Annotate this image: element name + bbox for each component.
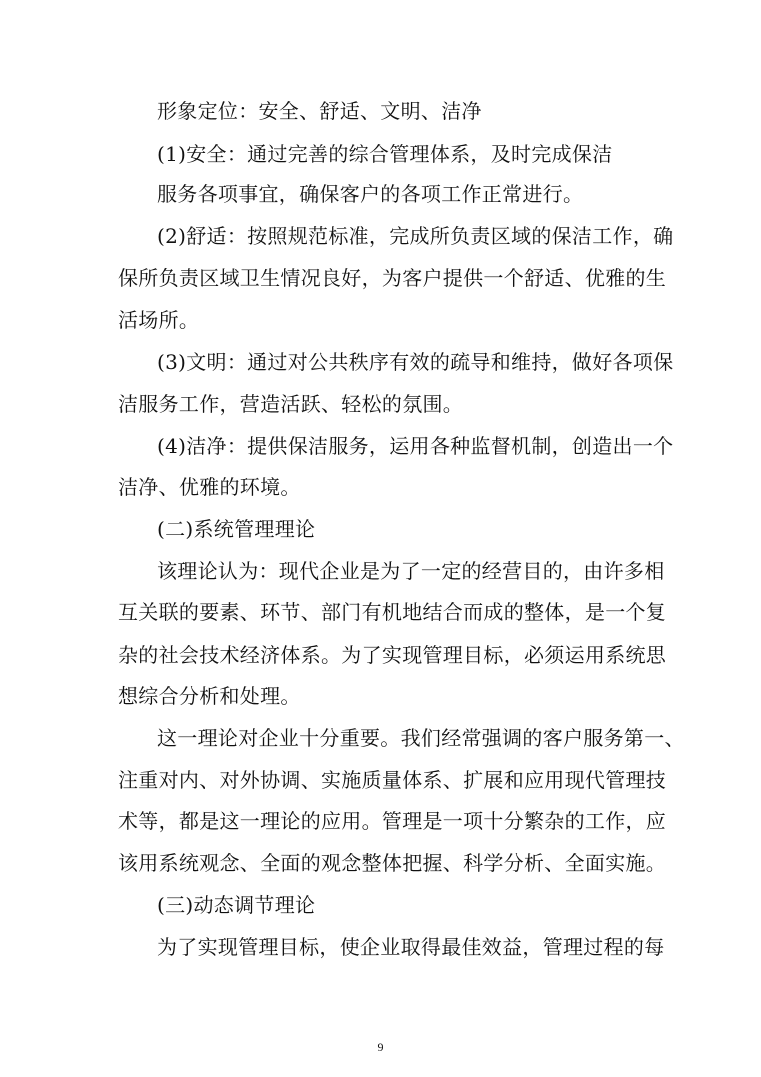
text-line: 形象定位：安全、舒适、文明、洁净 bbox=[157, 99, 482, 123]
text-line: (3)文明：通过对公共秩序有效的疏导和维持，做好各项保 bbox=[157, 350, 674, 374]
text-line: (4)洁净：提供保洁服务，运用各种监督机制，创造出一个 bbox=[157, 434, 674, 458]
page-number: 9 bbox=[377, 1040, 384, 1054]
text-line: 互关联的要素、环节、部门有机地结合而成的整体，是一个复 bbox=[118, 600, 667, 624]
text-line: 杂的社会技术经济体系。为了实现管理目标，必须运用系统思 bbox=[118, 643, 667, 667]
text-line: (1)安全：通过完善的综合管理体系，及时完成保洁 bbox=[157, 142, 613, 166]
text-line: 这一理论对企业十分重要。我们经常强调的客户服务第一、 bbox=[157, 726, 685, 750]
text-line: 保所负责区域卫生情况良好，为客户提供一个舒适、优雅的生 bbox=[118, 266, 667, 290]
text-line: 洁服务工作，营造活跃、轻松的氛围。 bbox=[118, 392, 464, 416]
text-line: 该用系统观念、全面的观念整体把握、科学分析、全面实施。 bbox=[118, 851, 667, 875]
text-line: 为了实现管理目标，使企业取得最佳效益，管理过程的每 bbox=[157, 935, 665, 959]
text-line: 该理论认为：现代企业是为了一定的经营目的，由许多相 bbox=[157, 559, 665, 583]
text-line: 想综合分析和处理。 bbox=[118, 684, 301, 708]
section-heading: (三)动态调节理论 bbox=[157, 893, 316, 917]
text-line: 服务各项事宜，确保客户的各项工作正常进行。 bbox=[157, 182, 584, 206]
section-heading: (二)系统管理理论 bbox=[157, 517, 316, 541]
text-line: 洁净、优雅的环境。 bbox=[118, 475, 301, 499]
text-line: 活场所。 bbox=[118, 308, 200, 332]
text-line: 注重对内、对外协调、实施质量体系、扩展和应用现代管理技 bbox=[118, 768, 667, 792]
text-line: (2)舒适：按照规范标准，完成所负责区域的保洁工作，确 bbox=[157, 224, 674, 248]
text-line: 术等，都是这一理论的应用。管理是一项十分繁杂的工作，应 bbox=[118, 809, 667, 833]
